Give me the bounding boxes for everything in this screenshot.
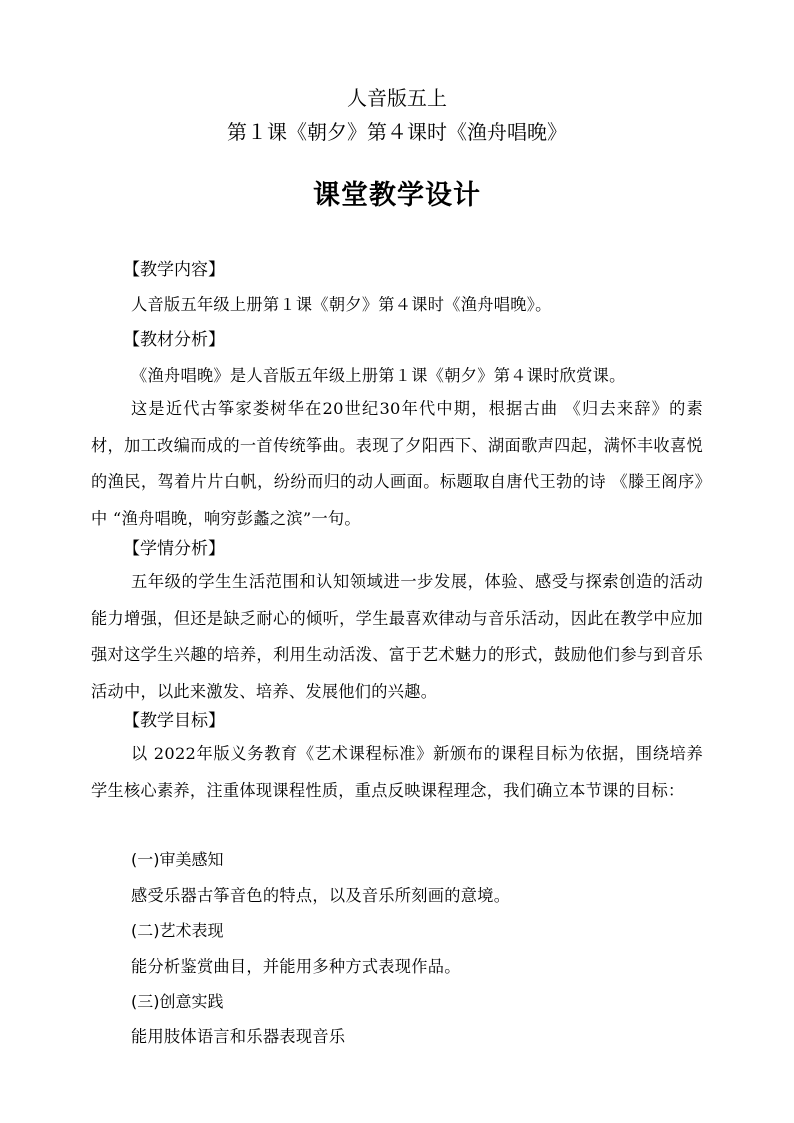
material-analysis-intro: 《渔舟唱晚》是人音版五年级上册第１课《朝夕》第４课时欣赏课。	[131, 366, 626, 385]
student-analysis-paragraph: 五年级的学生生活范围和认知领域进一步发展，体验、感受与探索创造的活动能力增强，但还是缺乏耐心的倾听，学生最喜欢律动与音乐活动，因此在教学中应加强对这学生兴趣的培养，利用生动活泼、富于艺术魅力的形式，鼓励他们参与到音乐活动中，以此来激发、培养、发展他们的兴趣。	[91, 572, 703, 701]
lesson-line: 第１课《朝夕》第４课时《渔舟唱晚》	[227, 120, 567, 144]
material-analysis-paragraph: 这是近代古筝家娄树华在20世纪30年代中期，根据古曲 《归去来辞》的素材，加工改编而成的一首传统筝曲。表现了夕阳西下、湖面歌声四起，满怀丰收喜悦的渔民，驾着片片白帆，纷纷而归的动人画面。标题取自唐代王勃的诗 《滕王阁序》中 “渔舟唱晚，响穷彭蠡之滨”一句。	[91, 399, 703, 528]
heading-material-analysis: 【教材分析】	[123, 330, 225, 350]
goal-label-creative: (三)创意实践	[131, 992, 224, 1011]
goal-text-creative: 能用肢体语言和乐器表现音乐	[131, 1027, 346, 1046]
heading-teaching-content: 【教学内容】	[123, 260, 225, 280]
goal-text-aesthetic: 感受乐器古筝音色的特点，以及音乐所刻画的意境。	[131, 886, 511, 905]
grade-line: 人音版五上	[347, 86, 447, 110]
page-title: 课堂教学设计	[313, 180, 481, 211]
heading-teaching-goals: 【教学目标】	[123, 711, 225, 731]
teaching-content-text: 人音版五年级上册第１课《朝夕》第４课时《渔舟唱晚》。	[131, 295, 552, 314]
goal-label-expression: (二)艺术表现	[131, 921, 224, 940]
goal-text-expression: 能分析鉴赏曲目，并能用多种方式表现作品。	[131, 957, 461, 976]
heading-student-analysis: 【学情分析】	[123, 539, 225, 559]
goal-label-aesthetic: (一)审美感知	[131, 850, 224, 869]
teaching-goals-paragraph: 以 2022年版义务教育《艺术课程标准》新颁布的课程目标为依据，围绕培养学生核心素养，注重体现课程性质，重点反映课程理念，我们确立本节课的目标：	[91, 744, 703, 800]
